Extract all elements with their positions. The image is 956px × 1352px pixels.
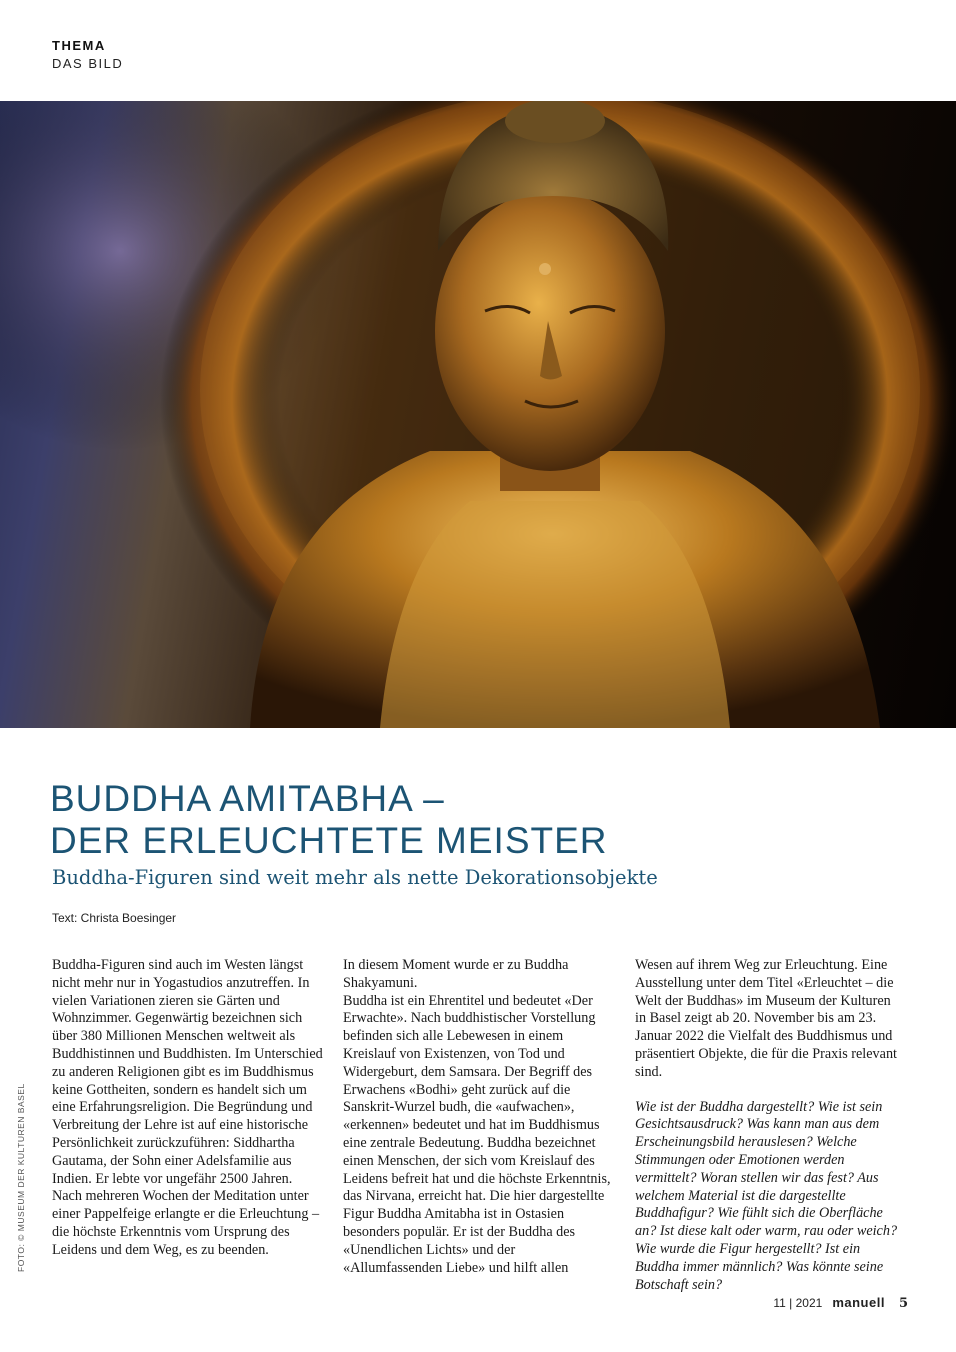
page-number: 5 xyxy=(898,1296,908,1311)
headline-line-1: BUDDHA AMITABHA – xyxy=(50,778,445,819)
article-subtitle: Buddha-Figuren sind weit mehr als nette Dekorationsobjekte xyxy=(52,866,658,889)
issue-number: 11 | 2021 xyxy=(773,1296,823,1310)
magazine-brand: manuell xyxy=(832,1295,885,1310)
article-column-2 xyxy=(343,957,615,1277)
buddha-ushnisha xyxy=(505,101,605,143)
paragraph: Wesen auf ihrem Weg zur Erleuchtung. Eine Ausstellung unter dem Titel «Erleuchtet – die Welt der Buddhas» im Museum der Kulturen in Basel zeigt ab 20. November bis am 23. Januar 2022 die Vielfalt des Buddhismus und präsentiert Objekte, die für die Praxis relevant sind. xyxy=(635,957,897,1080)
article-column-3 xyxy=(635,957,903,1294)
byline: Text: Christa Boesinger xyxy=(52,911,177,925)
section-kicker xyxy=(52,38,123,71)
page-footer xyxy=(773,1295,908,1311)
article-column-1 xyxy=(52,957,324,1260)
headline-line-2: DER ERLEUCHTETE MEISTER xyxy=(50,820,608,861)
paragraph: Buddha ist ein Ehrentitel und bedeutet «Der Erwachte». Nach buddhistischer Vorstellung befinden sich alle Lebewesen in einem Kreislauf von Existenzen, von Tod und Widergeburt, dem Samsara. Der Begriff des Erwachens «Bodhi» geht zurück auf die Sanskrit-Wurzel budh, die «aufwachen», «erkennen» bedeutet und hat im Buddhismus eine zentrale Bedeutung. Buddha bezeichnet einen Menschen, der sich vom Kreislauf des Leidens befreit hat und die höchste Erkenntnis, das Nirvana, erreicht hat. Die hier dargestellte Figur Buddha Amitabha ist in Ostasien besonders populär. Er ist der Buddha des «Unendlichen Lichts» und der «Allumfassenden Liebe» und hilft allen xyxy=(343,992,611,1276)
buddha-illustration xyxy=(0,101,956,728)
questions-paragraph: Wie ist der Buddha dargestellt? Wie ist sein Gesichtsausdruck? Was kann man aus dem Erscheinungsbild herauslesen? Welche Stimmungen oder Emotionen werden vermittelt? Woran stellen wir das fest? Aus welchem Material ist die dargestellte Buddhafigur? Wie fühlt sich die Oberfläche an? Ist diese kalt oder warm, rau oder weich? Wie wurde die Figur hergestellt? Ist ein Buddha immer männlich? Was könnte seine Botschaft sein? xyxy=(635,1098,898,1293)
buddha-urna xyxy=(539,263,551,275)
photo-credit: FOTO: © MUSEUM DER KULTUREN BASEL xyxy=(16,1083,26,1272)
paragraph: In diesem Moment wurde er zu Buddha Shakyamuni. xyxy=(343,957,569,991)
section-label: THEMA xyxy=(52,38,106,53)
paragraph: Buddha-Figuren sind auch im Westen längst nicht mehr nur in Yogastudios anzutreffen. In vielen Variationen zieren sie Gärten und Wohnzimmer. Gegenwärtig bezeichnen sich über 380 Millionen Menschen weltweit als Buddhistinnen und Buddhisten. Im Unterschied zu anderen Religionen gibt es im Buddhismus keine Gottheiten, sondern es handelt sich um eine Erfahrungsreligion. Die Begründung und Verbreitung der Lehre ist auf eine historische Persönlichkeit zurückzuführen: Siddhartha Gautama, der Sohn einer Adelsfamilie aus Indien. Er lebte vor ungefähr 2500 Jahren. Nach mehreren Wochen der Meditation unter einer Pappelfeige erlangte er die Erleuchtung – die höchste Erkenntnis vom Ursprung des Leidens und dem Weg, es zu beenden. xyxy=(52,957,323,1258)
buddha-amitabha-statue-photo xyxy=(0,101,956,728)
article-headline xyxy=(50,778,608,862)
subsection-label: DAS BILD xyxy=(52,56,124,71)
